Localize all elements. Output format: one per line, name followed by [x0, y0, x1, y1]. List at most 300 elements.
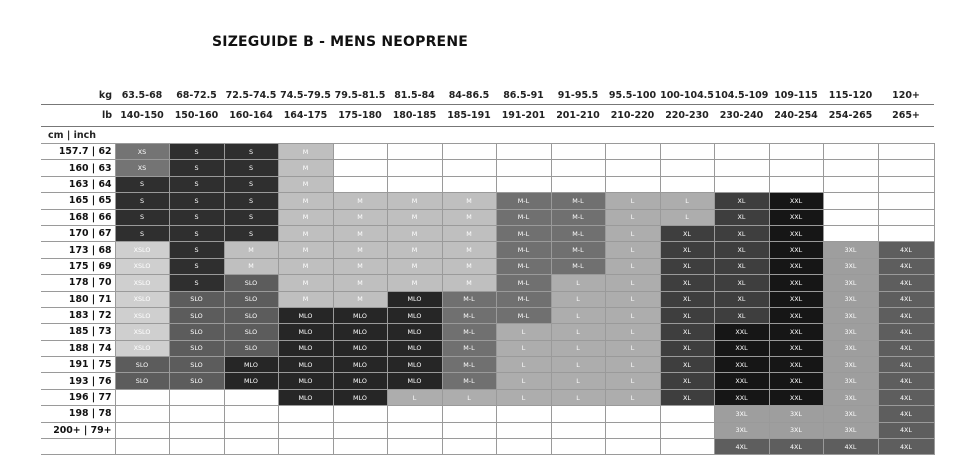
- size-cell: 3XL: [823, 275, 878, 291]
- size-cell: M-L: [442, 291, 496, 307]
- size-cell: XL: [714, 258, 769, 274]
- header-spacer-cell: [278, 127, 333, 144]
- size-cell: XXL: [769, 324, 823, 340]
- table-row: [41, 144, 934, 160]
- table-row: [41, 324, 934, 340]
- size-cell: L: [605, 258, 660, 274]
- size-cell: [442, 160, 496, 176]
- header-spacer-cell: [605, 127, 660, 144]
- size-cell: [442, 406, 496, 422]
- header-spacer-cell: [224, 127, 278, 144]
- header-spacer-cell: [823, 127, 878, 144]
- size-cell: XSLO: [115, 340, 169, 356]
- size-cell: M: [278, 225, 333, 241]
- size-cell: XL: [660, 275, 714, 291]
- kg-range-header: 63.5-68: [115, 87, 169, 105]
- header-spacer-cell: [714, 127, 769, 144]
- size-cell: S: [169, 225, 224, 241]
- size-cell: XL: [660, 242, 714, 258]
- size-cell: 3XL: [823, 258, 878, 274]
- height-row-label: 196 | 77: [41, 389, 115, 405]
- kg-range-header: 95.5-100: [605, 87, 660, 105]
- size-cell: [823, 193, 878, 209]
- size-cell: XXL: [769, 307, 823, 323]
- table-row: [41, 242, 934, 258]
- size-cell: [333, 160, 387, 176]
- size-cell: 4XL: [878, 242, 934, 258]
- size-cell: SLO: [169, 357, 224, 373]
- header-spacer-cell: [660, 127, 714, 144]
- size-cell: [496, 406, 551, 422]
- size-cell: [278, 439, 333, 455]
- size-cell: [823, 176, 878, 192]
- size-cell: M-L: [496, 242, 551, 258]
- size-cell: XS: [115, 144, 169, 160]
- size-cell: XXL: [714, 340, 769, 356]
- size-cell: S: [115, 193, 169, 209]
- size-cell: L: [605, 209, 660, 225]
- table-row: [41, 422, 934, 438]
- header-spacer-cell: [442, 127, 496, 144]
- size-cell: XL: [660, 324, 714, 340]
- size-cell: L: [551, 291, 605, 307]
- size-cell: M-L: [496, 307, 551, 323]
- size-cell: [387, 176, 442, 192]
- size-cell: 4XL: [878, 422, 934, 438]
- size-cell: MLO: [333, 307, 387, 323]
- size-cell: [769, 176, 823, 192]
- size-cell: [278, 422, 333, 438]
- size-cell: SLO: [169, 291, 224, 307]
- size-cell: S: [224, 225, 278, 241]
- size-cell: [333, 176, 387, 192]
- size-cell: XSLO: [115, 275, 169, 291]
- size-cell: [115, 422, 169, 438]
- size-cell: [878, 144, 934, 160]
- size-cell: XXL: [769, 225, 823, 241]
- size-cell: MLO: [387, 307, 442, 323]
- size-cell: XL: [714, 209, 769, 225]
- size-cell: M-L: [551, 225, 605, 241]
- size-cell: M-L: [496, 225, 551, 241]
- kg-range-header: 72.5-74.5: [224, 87, 278, 105]
- size-cell: [442, 176, 496, 192]
- size-cell: SLO: [224, 291, 278, 307]
- size-cell: XL: [660, 307, 714, 323]
- size-cell: [769, 160, 823, 176]
- size-cell: S: [169, 209, 224, 225]
- header-spacer-cell: [878, 127, 934, 144]
- size-cell: [169, 406, 224, 422]
- size-cell: [387, 439, 442, 455]
- size-cell: [878, 160, 934, 176]
- size-cell: MLO: [333, 324, 387, 340]
- size-cell: S: [169, 258, 224, 274]
- size-cell: XXL: [714, 357, 769, 373]
- size-cell: M: [224, 258, 278, 274]
- size-cell: L: [605, 307, 660, 323]
- size-cell: M: [333, 242, 387, 258]
- size-cell: L: [551, 389, 605, 405]
- size-cell: M-L: [442, 307, 496, 323]
- size-cell: [823, 160, 878, 176]
- size-cell: M-L: [551, 258, 605, 274]
- size-cell: S: [224, 160, 278, 176]
- size-cell: SLO: [224, 340, 278, 356]
- size-cell: M-L: [442, 324, 496, 340]
- size-cell: XSLO: [115, 242, 169, 258]
- size-cell: L: [496, 389, 551, 405]
- size-cell: MLO: [278, 324, 333, 340]
- lb-range-header: 185-191: [442, 105, 496, 127]
- size-cell: MLO: [333, 357, 387, 373]
- lb-range-header: 175-180: [333, 105, 387, 127]
- size-cell: M: [387, 225, 442, 241]
- size-cell: M-L: [442, 340, 496, 356]
- size-cell: S: [115, 176, 169, 192]
- size-cell: [551, 406, 605, 422]
- size-cell: 3XL: [769, 406, 823, 422]
- kg-range-header: 104.5-109: [714, 87, 769, 105]
- header-spacer-cell: [115, 127, 169, 144]
- size-cell: 3XL: [823, 389, 878, 405]
- size-cell: 4XL: [878, 324, 934, 340]
- kg-unit-label: kg: [41, 87, 115, 105]
- size-cell: [660, 160, 714, 176]
- size-cell: [169, 389, 224, 405]
- size-cell: [605, 144, 660, 160]
- size-cell: XXL: [769, 242, 823, 258]
- size-cell: L: [605, 275, 660, 291]
- header-row-lb: [41, 105, 934, 127]
- size-cell: L: [496, 340, 551, 356]
- size-cell: M: [333, 209, 387, 225]
- size-cell: L: [387, 389, 442, 405]
- size-cell: 4XL: [714, 439, 769, 455]
- table-row: [41, 291, 934, 307]
- height-row-label: 170 | 67: [41, 225, 115, 241]
- size-cell: M-L: [551, 209, 605, 225]
- size-cell: M-L: [496, 258, 551, 274]
- size-cell: M: [333, 275, 387, 291]
- height-row-label: 185 | 73: [41, 324, 115, 340]
- size-cell: 4XL: [769, 439, 823, 455]
- size-cell: XL: [714, 291, 769, 307]
- size-cell: M: [278, 291, 333, 307]
- size-cell: M-L: [496, 193, 551, 209]
- size-cell: XL: [660, 291, 714, 307]
- size-cell: MLO: [333, 373, 387, 389]
- size-cell: M: [387, 242, 442, 258]
- size-cell: L: [605, 193, 660, 209]
- size-cell: 4XL: [878, 373, 934, 389]
- size-cell: M-L: [496, 209, 551, 225]
- size-cell: [551, 144, 605, 160]
- size-cell: [660, 406, 714, 422]
- lb-range-header: 254-265: [823, 105, 878, 127]
- table-row: [41, 176, 934, 192]
- size-cell: [714, 176, 769, 192]
- size-cell: S: [169, 176, 224, 192]
- height-row-label: 191 | 75: [41, 357, 115, 373]
- size-cell: S: [115, 225, 169, 241]
- size-cell: XL: [660, 389, 714, 405]
- size-cell: L: [551, 357, 605, 373]
- size-cell: XL: [660, 340, 714, 356]
- size-cell: L: [605, 225, 660, 241]
- table-row: [41, 357, 934, 373]
- size-cell: 3XL: [823, 422, 878, 438]
- size-cell: SLO: [115, 373, 169, 389]
- size-cell: [496, 160, 551, 176]
- header-row-kg: [41, 87, 934, 105]
- size-cell: MLO: [278, 340, 333, 356]
- height-row-label: [41, 439, 115, 455]
- size-cell: XL: [714, 193, 769, 209]
- size-cell: S: [169, 160, 224, 176]
- size-cell: XXL: [714, 389, 769, 405]
- size-cell: 3XL: [823, 373, 878, 389]
- size-cell: [387, 144, 442, 160]
- size-cell: XXL: [769, 209, 823, 225]
- size-cell: M-L: [496, 291, 551, 307]
- size-cell: XXL: [769, 275, 823, 291]
- size-cell: M: [278, 275, 333, 291]
- height-row-label: 188 | 74: [41, 340, 115, 356]
- lb-range-header: 180-185: [387, 105, 442, 127]
- kg-range-header: 79.5-81.5: [333, 87, 387, 105]
- size-cell: L: [551, 275, 605, 291]
- size-cell: XXL: [769, 373, 823, 389]
- size-guide-table: [41, 87, 935, 455]
- height-row-label: 198 | 78: [41, 406, 115, 422]
- size-cell: [551, 160, 605, 176]
- size-cell: M-L: [551, 242, 605, 258]
- size-cell: MLO: [387, 291, 442, 307]
- header-spacer-cell: [169, 127, 224, 144]
- size-cell: [387, 160, 442, 176]
- table-row: [41, 258, 934, 274]
- size-cell: M-L: [496, 275, 551, 291]
- size-cell: M: [278, 209, 333, 225]
- header-spacer-cell: [496, 127, 551, 144]
- header-spacer-cell: [769, 127, 823, 144]
- table-row: [41, 160, 934, 176]
- table-row: [41, 225, 934, 241]
- size-cell: S: [224, 209, 278, 225]
- size-cell: L: [660, 209, 714, 225]
- size-cell: 3XL: [823, 291, 878, 307]
- size-cell: [660, 422, 714, 438]
- size-cell: [823, 144, 878, 160]
- size-cell: MLO: [387, 357, 442, 373]
- size-cell: S: [224, 176, 278, 192]
- lb-unit-label: lb: [41, 105, 115, 127]
- size-cell: [605, 406, 660, 422]
- lb-range-header: 150-160: [169, 105, 224, 127]
- size-cell: SLO: [224, 275, 278, 291]
- size-cell: 4XL: [878, 389, 934, 405]
- size-cell: [551, 176, 605, 192]
- size-cell: S: [169, 242, 224, 258]
- size-cell: S: [224, 144, 278, 160]
- height-row-label: 200+ | 79+: [41, 422, 115, 438]
- size-cell: [387, 406, 442, 422]
- table-row: [41, 439, 934, 455]
- size-cell: [823, 209, 878, 225]
- table-row: [41, 307, 934, 323]
- size-cell: [496, 144, 551, 160]
- kg-range-header: 109-115: [769, 87, 823, 105]
- size-cell: XL: [660, 357, 714, 373]
- size-cell: [115, 406, 169, 422]
- lb-range-header: 220-230: [660, 105, 714, 127]
- size-cell: 4XL: [878, 307, 934, 323]
- height-unit-label: cm | inch: [48, 129, 97, 141]
- size-cell: [823, 225, 878, 241]
- size-cell: L: [496, 373, 551, 389]
- size-cell: [660, 439, 714, 455]
- kg-range-header: 74.5-79.5: [278, 87, 333, 105]
- size-cell: MLO: [278, 373, 333, 389]
- size-cell: MLO: [387, 324, 442, 340]
- size-cell: L: [551, 373, 605, 389]
- height-row-label: 160 | 63: [41, 160, 115, 176]
- size-cell: [224, 422, 278, 438]
- size-cell: [496, 439, 551, 455]
- size-cell: [605, 422, 660, 438]
- size-cell: [333, 144, 387, 160]
- size-cell: L: [496, 357, 551, 373]
- kg-range-header: 100-104.5: [660, 87, 714, 105]
- lb-range-header: 140-150: [115, 105, 169, 127]
- size-cell: L: [605, 291, 660, 307]
- size-cell: XSLO: [115, 258, 169, 274]
- size-cell: 4XL: [878, 258, 934, 274]
- lb-range-header: 240-254: [769, 105, 823, 127]
- size-cell: [714, 144, 769, 160]
- size-cell: M: [387, 193, 442, 209]
- size-cell: [714, 160, 769, 176]
- height-row-label: 168 | 66: [41, 209, 115, 225]
- size-cell: XXL: [769, 193, 823, 209]
- size-cell: XSLO: [115, 291, 169, 307]
- size-cell: MLO: [278, 357, 333, 373]
- size-cell: M: [278, 176, 333, 192]
- page-title: SIZEGUIDE B - MENS NEOPRENE: [212, 34, 468, 50]
- kg-range-header: 115-120: [823, 87, 878, 105]
- header-spacer-cell: [551, 127, 605, 144]
- size-cell: [442, 422, 496, 438]
- size-cell: S: [169, 275, 224, 291]
- size-cell: [660, 144, 714, 160]
- size-cell: XL: [714, 275, 769, 291]
- table-row: [41, 389, 934, 405]
- size-cell: [278, 406, 333, 422]
- size-cell: M: [387, 209, 442, 225]
- header-row-height: [41, 127, 934, 144]
- table-row: [41, 209, 934, 225]
- lb-range-header: 164-175: [278, 105, 333, 127]
- header-spacer-cell: [387, 127, 442, 144]
- size-cell: 4XL: [878, 357, 934, 373]
- kg-range-header: 86.5-91: [496, 87, 551, 105]
- size-cell: MLO: [387, 340, 442, 356]
- size-cell: SLO: [169, 373, 224, 389]
- size-cell: [224, 439, 278, 455]
- size-cell: M: [224, 242, 278, 258]
- kg-range-header: 81.5-84: [387, 87, 442, 105]
- size-cell: SLO: [169, 324, 224, 340]
- size-cell: [605, 160, 660, 176]
- size-cell: [496, 422, 551, 438]
- size-cell: [169, 422, 224, 438]
- size-cell: XL: [660, 258, 714, 274]
- size-cell: XXL: [769, 340, 823, 356]
- size-cell: M: [333, 193, 387, 209]
- size-cell: SLO: [169, 307, 224, 323]
- size-cell: 3XL: [823, 357, 878, 373]
- size-cell: XSLO: [115, 307, 169, 323]
- size-cell: XS: [115, 160, 169, 176]
- size-cell: [442, 144, 496, 160]
- height-row-label: 175 | 69: [41, 258, 115, 274]
- size-cell: L: [442, 389, 496, 405]
- size-cell: [660, 176, 714, 192]
- size-cell: M-L: [442, 357, 496, 373]
- size-cell: L: [551, 324, 605, 340]
- size-cell: [551, 422, 605, 438]
- size-cell: L: [605, 389, 660, 405]
- size-cell: L: [605, 373, 660, 389]
- size-cell: XXL: [714, 373, 769, 389]
- size-cell: 3XL: [823, 406, 878, 422]
- size-cell: [605, 176, 660, 192]
- size-cell: M: [278, 242, 333, 258]
- size-cell: M: [333, 291, 387, 307]
- size-cell: L: [605, 324, 660, 340]
- table-row: [41, 193, 934, 209]
- size-cell: XXL: [769, 389, 823, 405]
- size-cell: [551, 439, 605, 455]
- size-cell: MLO: [333, 340, 387, 356]
- size-cell: M-L: [551, 193, 605, 209]
- size-cell: [333, 439, 387, 455]
- size-cell: MLO: [224, 357, 278, 373]
- size-cell: M: [442, 258, 496, 274]
- size-cell: [878, 209, 934, 225]
- size-cell: M: [442, 225, 496, 241]
- size-cell: [333, 406, 387, 422]
- size-cell: [878, 193, 934, 209]
- size-cell: [878, 225, 934, 241]
- size-cell: MLO: [278, 389, 333, 405]
- lb-range-header: 230-240: [714, 105, 769, 127]
- size-cell: S: [224, 193, 278, 209]
- kg-range-header: 84-86.5: [442, 87, 496, 105]
- size-cell: L: [551, 340, 605, 356]
- height-row-label: 183 | 72: [41, 307, 115, 323]
- size-cell: M: [442, 209, 496, 225]
- size-cell: M: [278, 258, 333, 274]
- lb-range-header: 201-210: [551, 105, 605, 127]
- size-cell: [387, 422, 442, 438]
- size-cell: M: [387, 258, 442, 274]
- size-cell: [442, 439, 496, 455]
- size-cell: XXL: [769, 258, 823, 274]
- size-cell: M: [333, 258, 387, 274]
- size-cell: SLO: [224, 324, 278, 340]
